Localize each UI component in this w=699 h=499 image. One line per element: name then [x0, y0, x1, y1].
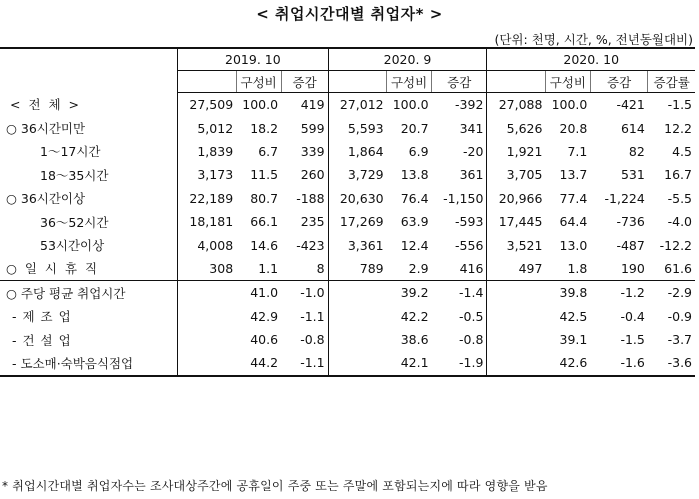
cell: -556 — [455, 237, 484, 253]
header-share: 구성비 — [236, 71, 281, 93]
cell: 497 — [487, 257, 546, 281]
cell: 76.4 — [400, 190, 429, 206]
row-label: 36～52시간 — [40, 214, 109, 230]
table-row-18-35h — [0, 163, 695, 186]
cell: -188 — [296, 190, 325, 206]
cell: 20,966 — [487, 187, 546, 210]
cell: 12.4 — [400, 237, 429, 253]
cell: 260 — [300, 167, 325, 183]
cell: -2.9 — [648, 281, 695, 305]
cell — [328, 281, 387, 305]
cell: 18.2 — [250, 120, 279, 136]
cell: -12.2 — [659, 237, 692, 253]
cell: 3,729 — [328, 163, 387, 186]
cell — [178, 281, 237, 305]
row-label: 18～35시간 — [40, 167, 109, 183]
cell: -1.5 — [620, 332, 645, 348]
cell: 27,509 — [178, 93, 237, 117]
cell: -0.5 — [459, 308, 484, 324]
row-label: - 제 조 업 — [12, 309, 72, 325]
table-row-avg-hours — [0, 281, 695, 305]
cell: 419 — [300, 97, 325, 113]
cell: -4.0 — [667, 214, 692, 230]
cell: 20.8 — [559, 120, 588, 136]
cell: 42.5 — [559, 308, 588, 324]
cell — [487, 328, 546, 351]
row-label: 53시간이상 — [40, 238, 105, 254]
cell: 77.4 — [559, 190, 588, 206]
table-row-total — [0, 93, 695, 117]
cell: 1.8 — [567, 260, 588, 276]
cell: 416 — [459, 260, 484, 276]
cell: 82 — [628, 143, 645, 159]
cell: 1,864 — [328, 140, 387, 163]
table-row-construction — [0, 328, 695, 351]
cell — [328, 328, 387, 351]
header-change: 증감 — [432, 71, 487, 93]
cell: -1.1 — [281, 351, 328, 375]
header-change-rate: 증감률 — [648, 71, 695, 93]
header-2020-09: 2020. 9 — [328, 48, 487, 71]
cell: 5,593 — [328, 116, 387, 139]
cell: -20 — [463, 143, 484, 159]
header-2019-10: 2019. 10 — [178, 48, 328, 71]
row-label: ○ 36시간이상 — [6, 191, 86, 207]
cell: -423 — [296, 237, 325, 253]
cell: -3.7 — [667, 332, 692, 348]
cell: 12.2 — [664, 120, 692, 136]
header-2020-10: 2020. 10 — [487, 48, 695, 71]
cell: -1,224 — [604, 190, 645, 206]
cell: 1,839 — [178, 140, 237, 163]
cell: -1.4 — [432, 281, 487, 305]
cell: 39.1 — [559, 332, 588, 348]
cell: -0.9 — [667, 308, 692, 324]
cell: -1.5 — [667, 97, 692, 113]
cell: 22,189 — [178, 187, 237, 210]
cell: 5,012 — [178, 116, 237, 139]
cell: 66.1 — [250, 214, 279, 230]
cell: 61.6 — [664, 260, 692, 276]
cell: 63.9 — [400, 214, 429, 230]
cell: 599 — [300, 120, 325, 136]
cell — [487, 281, 546, 305]
cell: 20.7 — [400, 120, 429, 136]
header-share: 구성비 — [545, 71, 590, 93]
table-row-temporary-absence — [0, 257, 695, 281]
header-change: 증감 — [281, 71, 328, 93]
cell: 42.6 — [545, 351, 590, 375]
cell: 17,269 — [328, 210, 387, 233]
cell: 3,173 — [178, 163, 237, 186]
cell: 6.7 — [258, 143, 279, 159]
cell: 6.9 — [408, 143, 429, 159]
cell: 27,088 — [487, 93, 546, 117]
cell: 17,445 — [487, 210, 546, 233]
cell: 42.9 — [250, 308, 279, 324]
cell: 100.0 — [392, 97, 429, 113]
cell: 5,626 — [487, 116, 546, 139]
cell: 1,921 — [487, 140, 546, 163]
cell: 44.2 — [236, 351, 281, 375]
cell: 614 — [620, 120, 645, 136]
row-label: ○ 일 시 휴 직 — [6, 261, 100, 277]
row-label: < 전 체 > — [10, 97, 82, 113]
cell: 80.7 — [250, 190, 279, 206]
cell: 2.9 — [408, 260, 429, 276]
cell: 4.5 — [672, 143, 692, 159]
cell: 3,361 — [328, 233, 387, 256]
cell: 339 — [300, 143, 325, 159]
cell: 16.7 — [664, 167, 692, 183]
cell: 39.2 — [387, 281, 432, 305]
row-label: 1～17시간 — [40, 144, 101, 160]
cell: 20,630 — [328, 187, 387, 210]
cell: -593 — [455, 214, 484, 230]
header-blank-2 — [328, 71, 387, 93]
header-change: 증감 — [590, 71, 647, 93]
table-row-36h-plus — [0, 187, 695, 210]
cell: 11.5 — [250, 167, 279, 183]
table-row-36-52h — [0, 210, 695, 233]
header-blank — [0, 48, 178, 93]
row-label: - 도소매·숙박음식점업 — [0, 351, 178, 375]
header-share: 구성비 — [387, 71, 432, 93]
table-title: < 취업시간대별 취업자* > — [256, 5, 443, 23]
cell: 100.0 — [242, 97, 279, 113]
cell: -3.6 — [648, 351, 695, 375]
footnote: * 취업시간대별 취업자수는 조사대상주간에 공휴일이 주중 또는 주말에 포함되는지에 따라 영향을 받음 — [2, 479, 548, 493]
table-row-53h-plus — [0, 233, 695, 256]
header-row-years — [0, 48, 695, 71]
cell: 7.1 — [567, 143, 588, 159]
cell: 4,008 — [178, 233, 237, 256]
header-blank-1 — [178, 71, 237, 93]
cell: 531 — [620, 167, 645, 183]
cell: 42.1 — [387, 351, 432, 375]
cell: 789 — [328, 257, 387, 281]
employment-by-hours-table — [0, 47, 695, 377]
cell: 3,705 — [487, 163, 546, 186]
cell: -0.8 — [459, 332, 484, 348]
cell: 42.2 — [400, 308, 429, 324]
cell: -736 — [616, 214, 645, 230]
table-row-1-17h — [0, 140, 695, 163]
table-row-retail-hospitality — [0, 351, 695, 375]
table-row-manufacturing — [0, 305, 695, 328]
cell: -0.4 — [620, 308, 645, 324]
cell — [178, 305, 237, 328]
cell: -421 — [616, 97, 645, 113]
cell: -5.5 — [667, 190, 692, 206]
row-label: ○ 주당 평균 취업시간 — [0, 281, 178, 305]
cell: 3,521 — [487, 233, 546, 256]
cell: 27,012 — [328, 93, 387, 117]
row-label: - 건 설 업 — [12, 332, 72, 348]
unit-note: (단위: 천명, 시간, %, 전년동월대비) — [494, 32, 693, 47]
header-blank-3 — [487, 71, 546, 93]
cell: -1,150 — [443, 190, 484, 206]
cell: 13.0 — [559, 237, 588, 253]
cell — [328, 351, 387, 375]
cell: 1.1 — [258, 260, 279, 276]
cell: 18,181 — [178, 210, 237, 233]
cell: 361 — [459, 167, 484, 183]
cell: 341 — [459, 120, 484, 136]
cell: 13.8 — [400, 167, 429, 183]
cell — [178, 328, 237, 351]
cell: -1.1 — [300, 308, 325, 324]
cell: -487 — [616, 237, 645, 253]
cell: -1.9 — [432, 351, 487, 375]
cell: 190 — [620, 260, 645, 276]
cell — [178, 351, 237, 375]
cell — [487, 351, 546, 375]
cell: 41.0 — [236, 281, 281, 305]
cell: 38.6 — [400, 332, 429, 348]
cell: -392 — [455, 97, 484, 113]
cell: 40.6 — [250, 332, 279, 348]
cell: 8 — [316, 260, 325, 276]
cell: 235 — [300, 214, 325, 230]
cell: 100.0 — [551, 97, 588, 113]
table-row-under-36h — [0, 116, 695, 139]
cell: -1.2 — [590, 281, 647, 305]
cell: -1.6 — [590, 351, 647, 375]
cell: -0.8 — [300, 332, 325, 348]
cell: 14.6 — [250, 237, 279, 253]
cell — [328, 305, 387, 328]
cell: 308 — [178, 257, 237, 281]
cell: 39.8 — [545, 281, 590, 305]
cell: -1.0 — [281, 281, 328, 305]
cell: 13.7 — [559, 167, 588, 183]
cell — [487, 305, 546, 328]
cell: 64.4 — [559, 214, 588, 230]
row-label: ○ 36시간미만 — [6, 121, 86, 137]
